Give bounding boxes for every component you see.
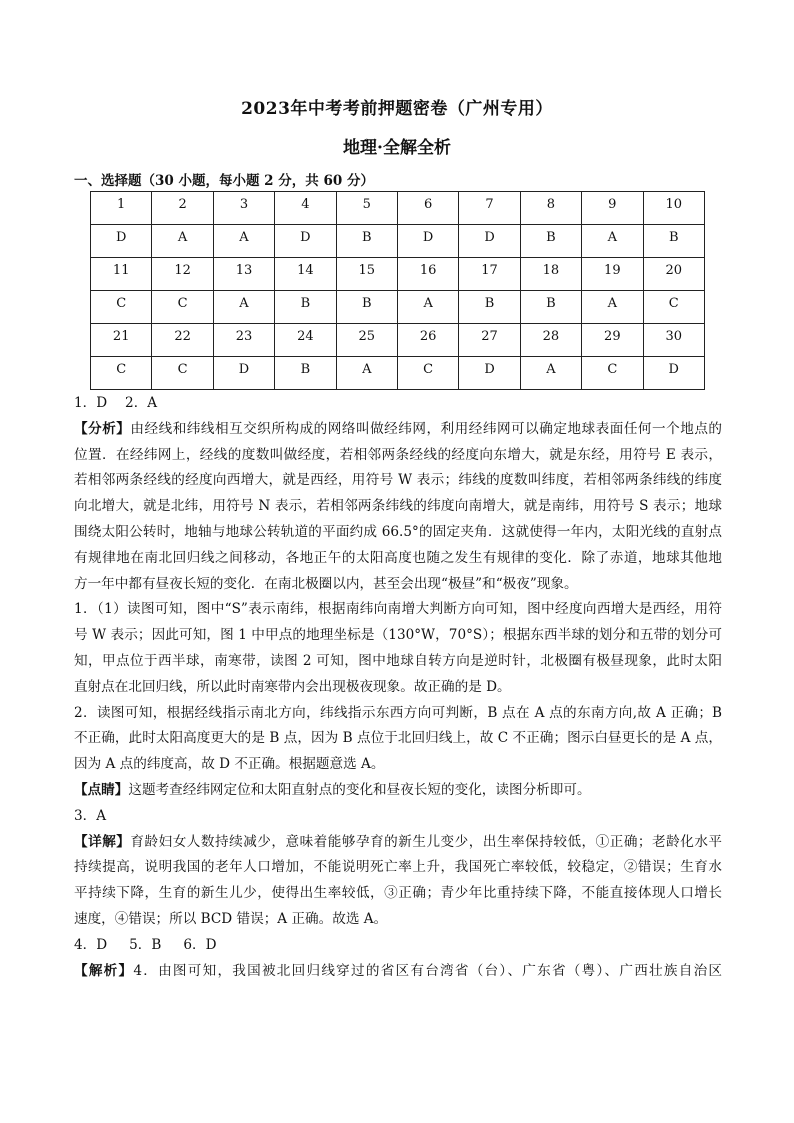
text-line: 有规律地在南北回归线之间移动，各地正午的太阳高度也随之发生有规律的变化．除了赤道，地球其他地 <box>74 549 722 566</box>
answer-cell: B <box>336 291 397 324</box>
answer-cell: C <box>582 357 643 390</box>
answer-cell: D <box>643 357 704 390</box>
question-number-cell: 25 <box>336 324 397 357</box>
text-line: 速度，④错误；所以 BCD 错误；A 正确。故选 A。 <box>74 910 388 927</box>
question-number-cell: 14 <box>275 258 336 291</box>
question-number-cell: 19 <box>582 258 643 291</box>
question-number-cell: 30 <box>643 324 704 357</box>
answer-cell: C <box>643 291 704 324</box>
answer-cell: D <box>275 225 336 258</box>
question-number-row <box>91 258 705 291</box>
question-number-cell: 18 <box>520 258 581 291</box>
answer-cell: B <box>520 291 581 324</box>
question-number-cell: 5 <box>336 192 397 225</box>
question-number-cell: 11 <box>91 258 152 291</box>
answer-cell: A <box>213 225 274 258</box>
text-line: 号 W 表示；因此可知，图 1 中甲点的地理坐标是（130°W，70°S）；根据东西半球的划分和五带的划分可 <box>74 627 722 644</box>
question-number-cell: 15 <box>336 258 397 291</box>
answer-5: 5．B <box>129 936 162 953</box>
text-line: 2．读图可知，根据经线指示南北方向，纬线指示东西方向可判断，B 点在 A 点的东南方向,故 A 正确；B <box>74 704 722 721</box>
answer-cell: A <box>582 291 643 324</box>
text-line: 因为 A 点的纬度高，故 D 不正确。根据题意选 A。 <box>74 756 385 773</box>
text-line: 1．（1）读图可知，图中“S”表示南纬，根据南纬向南增大判断方向可知，图中经度向西增大是西经，用符 <box>74 601 722 618</box>
answer-cell: B <box>336 225 397 258</box>
question-number-cell: 13 <box>213 258 274 291</box>
answer-cell: D <box>213 357 274 390</box>
question-number-cell: 8 <box>520 192 581 225</box>
answer-4: 4．D <box>74 936 108 953</box>
document-title: 2023年中考考前押题密卷（广州专用） <box>241 99 553 119</box>
answer-6: 6．D <box>183 936 217 953</box>
text-span: 由经线和纬线相互交织所构成的网络叫做经纬网，利用经纬网可以确定地球表面任何一个地点的 <box>130 420 722 437</box>
answer-cell: C <box>152 357 213 390</box>
text-line: 若相邻两条经线的经度向西增大，就是西经，用符号 W 表示；纬线的度数叫纬度，若相邻两条纬线的纬度 <box>74 472 722 489</box>
answer-cell: A <box>213 291 274 324</box>
answer-cell: B <box>459 291 520 324</box>
question-number-cell: 28 <box>520 324 581 357</box>
answer-cell: D <box>459 357 520 390</box>
question-number-row <box>91 324 705 357</box>
explanation-paragraph-line <box>74 959 722 985</box>
text-line: 位置．在经纬网上，经线的度数叫做经度，若相邻两条经线的经度向东增大，就是东经，用符号 E 表示， <box>74 446 722 463</box>
answer-cell: D <box>397 225 458 258</box>
question-number-cell: 17 <box>459 258 520 291</box>
answer-cell: B <box>520 225 581 258</box>
text-line: 知，甲点位于西半球，南寒带，读图 2 可知，图中地球自转方向是逆时针，北极圈有极昼现象，此时太阳 <box>74 652 722 669</box>
question-number-cell: 24 <box>275 324 336 357</box>
detail-tag: 【详解】 <box>74 833 131 850</box>
answer-cell: B <box>275 291 336 324</box>
answer-row <box>91 357 705 390</box>
answer-cell: D <box>459 225 520 258</box>
question-number-cell: 6 <box>397 192 458 225</box>
answer-cell: B <box>643 225 704 258</box>
answer-cell: C <box>91 291 152 324</box>
answer-cell: A <box>397 291 458 324</box>
question-number-cell: 2 <box>152 192 213 225</box>
answer-cell: A <box>336 357 397 390</box>
text-line: 持续提高，说明我国的老年人口增加，不能说明死亡率上升，我国死亡率较低，较稳定，②错误；生育水 <box>74 859 722 876</box>
question-number-cell: 4 <box>275 192 336 225</box>
question-number-cell: 3 <box>213 192 274 225</box>
question-number-cell: 23 <box>213 324 274 357</box>
question-number-cell: 27 <box>459 324 520 357</box>
answer-row <box>91 225 705 258</box>
question-number-cell: 29 <box>582 324 643 357</box>
question-number-cell: 22 <box>152 324 213 357</box>
text-span: 4．由图可知，我国被北回归线穿过的省区有台湾省（台）、广东省（粤）、广西壮族自治区 <box>133 962 722 979</box>
answer-cell: B <box>275 357 336 390</box>
text-span: 育龄妇女人数持续减少，意味着能够孕育的新生儿变少，出生率保持较低，①正确；老龄化水平 <box>130 833 722 850</box>
comment-paragraph-line <box>74 778 722 804</box>
answer-cell: A <box>520 357 581 390</box>
text-line: 平持续下降，生育的新生儿少，使得出生率较低，③正确；青少年比重持续下降，不能直接体现人口增长 <box>74 885 722 902</box>
document-subtitle: 地理·全解全析 <box>343 138 451 158</box>
answer-cell: D <box>91 225 152 258</box>
question-number-cell: 26 <box>397 324 458 357</box>
question-number-cell: 12 <box>152 258 213 291</box>
text-line: 不正确，此时太阳高度更大的是 B 点，因为 B 点位于北回归线上，故 C 不正确；图示白昼更长的是 A 点， <box>74 730 722 747</box>
answer-cell: C <box>91 357 152 390</box>
answer-line-4-6 <box>74 933 722 959</box>
section-heading: 一、选择题（30 小题，每小题 2 分，共 60 分） <box>74 173 374 189</box>
text-line: 方一年中都有昼夜长短的变化．在南北极圈以内，甚至会出现“极昼”和“极夜”现象。 <box>74 575 578 592</box>
answer-cell: A <box>582 225 643 258</box>
answer-cell: C <box>397 357 458 390</box>
explanation-body <box>74 391 722 984</box>
answer-line-3: 3．A <box>74 807 107 824</box>
answer-cell: C <box>152 291 213 324</box>
question-number-cell: 1 <box>91 192 152 225</box>
analysis-paragraph-line <box>74 417 722 443</box>
answer-row <box>91 291 705 324</box>
question-number-cell: 10 <box>643 192 704 225</box>
text-line: 向北增大，就是北纬，用符号 N 表示，若相邻两条纬线的纬度向南增大，就是南纬，用符号 S 表示；地球 <box>74 498 722 515</box>
question-number-row <box>91 192 705 225</box>
text-span: 这题考查经纬网定位和太阳直射点的变化和昼夜长短的变化，读图分析即可。 <box>128 781 591 798</box>
question-number-cell: 21 <box>91 324 152 357</box>
answer-cell: A <box>152 225 213 258</box>
explanation-tag: 【解析】 <box>74 962 134 979</box>
analysis-tag: 【分析】 <box>74 420 131 437</box>
answer-table <box>90 191 705 390</box>
question-number-cell: 7 <box>459 192 520 225</box>
text-line: 直射点在北回归线，所以此时南寒带内会出现极夜现象。故正确的是 D。 <box>74 678 511 695</box>
text-line: 围绕太阳公转时，地轴与地球公转轨道的平面约成 66.5°的固定夹角．这就使得一年内，太阳光线的直射点 <box>74 523 722 540</box>
detail-paragraph-line <box>74 830 722 856</box>
question-number-cell: 20 <box>643 258 704 291</box>
comment-tag: 【点睛】 <box>74 781 129 798</box>
answer-line-1-2: 1．D 2．A <box>74 395 158 411</box>
question-number-cell: 16 <box>397 258 458 291</box>
question-number-cell: 9 <box>582 192 643 225</box>
